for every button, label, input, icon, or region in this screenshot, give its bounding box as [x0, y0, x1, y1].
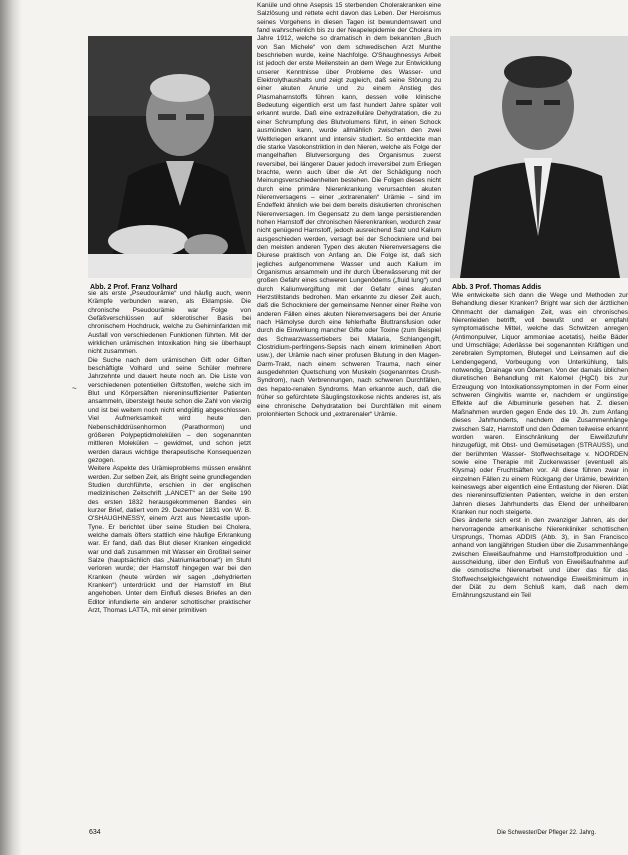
margin-mark: ~	[72, 384, 77, 393]
photo-volhard	[88, 36, 252, 278]
running-footer: Die Schwester/Der Pfleger 22. Jahrg.	[497, 830, 597, 836]
text-column-middle	[257, 2, 441, 840]
paragraph: sie als erste „Pseudourämie“ und häufig auch, wenn Krämpfe verbunden waren, als Eklampsie. Die chronische Pseudourämie war Folge von Gefäßverschlüssen auf sklerotischer Basis bei chronischem Hochdruck, welche zu Gehirninfarkten mit Ausfall von verschiedenen Funktionen führten. Mit der wirklichen urämischen Intoxikation hing sie überhaupt nicht zusammen.	[88, 290, 251, 356]
photo-addis	[450, 36, 628, 278]
paragraph: Kanüle und ohne Asepsis 15 sterbenden Cholerakranken eine Salzlösung und rettete echt davon das Leben. Der Heroismus seines Vorgehens in diesen Tagen ist bewundernswert und fand wahrscheinlich bis zu der Neapelepidemie der Cholera im Jahre 1912, welche so dramatisch in dem bekannten „Buch von San Michele“ von dem schwedischen Arzt Munthe beschrieben wurde, keine Nachfolge. O'Shaughnessys Arbeit ist jedoch der erste Meilenstein an dem Wege zur Entwicklung unserer Kenntnisse über Probleme des Wasser- und Elektrolythaushalts und zeigt zugleich, daß seine Störung zu einer akuten Anurie und zu einem Anstieg des Plasmaharnstoffs führen kann, dessen volle klinische Bedeutung eigentlich erst um fast hundert Jahre später voll erkannt wurde. Daß eine extrazelluläre Dehydratation, die zu einer Schrumpfung des Blutvolumens führt, in einen Schock ausmünden kann, wurde allmählich zwischen den zwei Weltkriegen erkannt und intensiv studiert. So entdeckte man die starke Vasokonstriktion in den Nieren, welche als Folge der mangelhaften Blutversorgung des Organismus zuerst reversibel, bei längerer Dauer jedoch irreversibel zum Erliegen brachte, wenn auch über die Art der Schädigung noch Meinungsverschiedenheiten bestehen. Die Folgen dieses nicht durch eine primäre Nierenkrankung verursachten akuten Nierenversagens – einer „extrarenalen“ Urämie – sind im Endeffekt ähnlich wie bei dem bereits diskutierten chronischen Nierenversagen. Im Gegensatz zu dem lange persistierenden hohen Harnstoff der chronischen Nierenkranken, wodurch zwar nicht genügend Harnstoff, jedoch ausreichend Salz und Kalium ausgeschieden werden, versagt bei der Schockniere und bei den meisten anderen Typen des akuten Nierenversagens die Diurese praktisch von Anfang an. Die Folge ist, daß sich jegliches aufgenommene Wasser und auch Kalium im Organismus ansammeln und ihr durch Überwässerung mit der großen Gefahr eines schweren Lungenödems („fluid lung“) und durch Kaliumvergiftung mit der Gefahr eines akuten Herzstillstands bedrohen. Man erkannte zu dieser Zeit auch, daß die Schockniere der gemeinsame Nenner einer Reihe von anderen Fällen eines akuten Nierenversagens bei der Anurie nach Hämolyse durch eine fehlerhafte Bluttransfusion oder durch die Einwirkung mancher Gifte oder Toxine (zum Beispiel des Schwarzwassertiebers bei Malaria, Schlangengift, Clostridium-perfringens-Sepsis nach einem kriminellen Abort usw.), der Urämie nach einer profusen Blutung in den Magen-Darm-Trakt, nach einem schweren Trauma, nach einer ausgedehnten Quetschung von Muskeln (sogenanntes Crush-Syndrom), nach Verbrennungen, nach schweren Durchfällen, des hepato-renalen Syndroms. Man erkannte auch, daß die früher so gefürchtete Säuglingstoxikose nichts anderes ist, als eine chronische Dehydratation bei Durchfällen mit einem prolonhierten Schock und „extrarenaler“ Urämie.	[257, 2, 441, 418]
caption-fig3: Abb. 3 Prof. Thomas Addis	[452, 284, 542, 291]
paragraph: Die Suche nach dem urämischen Gift oder Giften beschäftigte Volhard und seine Schüler mehrere Jahrzehnte und dauert heute noch an. Die Liste von verschiedenen potentiellen Giftstoffen, welche sich im Blut und Körpersäften niereninsuffizienter Patienten ansammeln, übersteigt heute schon die Zahl von vierzig und ist bei weitem noch nicht endgültig abgeschlossen. Viel Aufmerksamkeit wird heute den Nebenschilddrüsenhormon (Parathormon) und größeren Polypeptidmolekülen – den sogenannten mittleren Molekülen – gewidmet, und schon jetzt werden daraus wichtige therapeutische Konsequenzen gezogen.	[88, 356, 251, 464]
page-number: 634	[89, 829, 101, 836]
text-column-left	[88, 290, 251, 842]
page-gutter-shadow	[0, 0, 22, 855]
paragraph: Dies änderte sich erst in den zwanziger Jahren, als der hervorragende amerikanische Nierenkliniker schottischen Ursprungs, Thomas ADDIS (Abb. 3), in San Francisco anhand von langjährigen Studien über die Zusammenhänge zwischen Eiweißaufnahme und Harnstoffproduktion und -ausscheidung, über den Einfluß von Eiweißaufnahme auf die osmotische Nierenarbeit und über das für das Stoffwechselgleichgewicht notwendige Eiweißminimum in der Diät zu dem Schluß kam, daß nach dem Ernährungszustand ein Teil	[452, 517, 628, 600]
paragraph: Wie entwickelte sich dann die Wege und Methoden zur Behandlung dieser Kranken? Bright war sich der ärztlichen Ohnmacht der damaligen Zeit, was ein chronisches Nierenleiden betrifft, voll bewußt und er empfahl symptomatische Mittel, welche das Schwitzen anregen (Antimonpulver, Liquor ammoniae acetatis), heiße Bäder und Umschläge; Aderlässe bei sogenannten Kräftigen und zerebralen Symptomen, Blutegel und Leinsamen auf die Lendengegend, Vorbeugung von Unterkühlung, falls notwendig, Drainage von Ödemen. Von der damals üblichen diuretischen Behandlung mit Kalomel (HgCl) bis zur Erzeugung von Intoxikationssymptomen in der Form einer schweren Gingivitis warnte er, nachdem er ungünstige Effekte auf die Albuminurie gesehen hat. Z. diesen Maßnahmen wurden gegen Ende des 19. Jh. zum Anfang dieses Jahrhunderts, nachdem die Zusammenhänge zwischen Salz, Harnstoff und den Ödemen teilweise erkannt worden waren. Einschränkung der Eiweißzufuhr hinzugefügt, mit Obst- und Gemüsetagen (STRAUSS), und der berühmten Wasser- Stoffwechseltage v. NOORDEN sowie eine Therapie mit Zuckerwasser (eventuell als Klysma) oder Fruchtsäften vor. All diese führen zwar in einzelnen Fällen zu einem Rückgang der Urämie, bewirkten keineswegs aber eigentlich eine Entlastung der Nieren. Diät des niereninsuffizienten Patienten, welche in den ersten Jahren dieses Jahrhunderts das Elend der unheilbaren Kranken nur noch steigerte.	[452, 292, 628, 516]
caption-fig2: Abb. 2 Prof. Franz Volhard	[90, 284, 178, 291]
text-column-right	[452, 292, 628, 840]
paragraph: Weitere Aspekte des Urämieproblems müssen erwähnt werden. Zur selben Zeit, als Bright seine grundlegenden Studien durchführte, erschien in der englischen medizinischen Zeitschrift „LANCET“ an der Seite 190 des ersten 1832 herausgekommenen Bandes ein kurzer Brief, datiert vom 29. Dezember 1831 von W. B. O'SHAUGHNESSY, einem Arzt aus Newcastle upon-Tyne. Er berichtet über seine Studien bei Cholera, welche damals öfters stattlich eine häufige Erkrankung war. Er fand, daß das Blut dieser Kranken eingedickt war und daß zusammen mit Wasser ein Großteil seiner Salze (hauptsächlich das „Natriumkarbonat“) im Stuhl verloren wurde; der Harnstoff hingegen war bei den Kranken (heute würden wir sagen „dehydrierten Kranken“) unterdrückt und der Harnstoff im Blut angehoben. Unter dem Einfluß dieses Briefes an den Editor infundierte ein anderer schottischer praktischer Arzt, Thomas LATTA, mit einer primitiven	[88, 465, 251, 615]
